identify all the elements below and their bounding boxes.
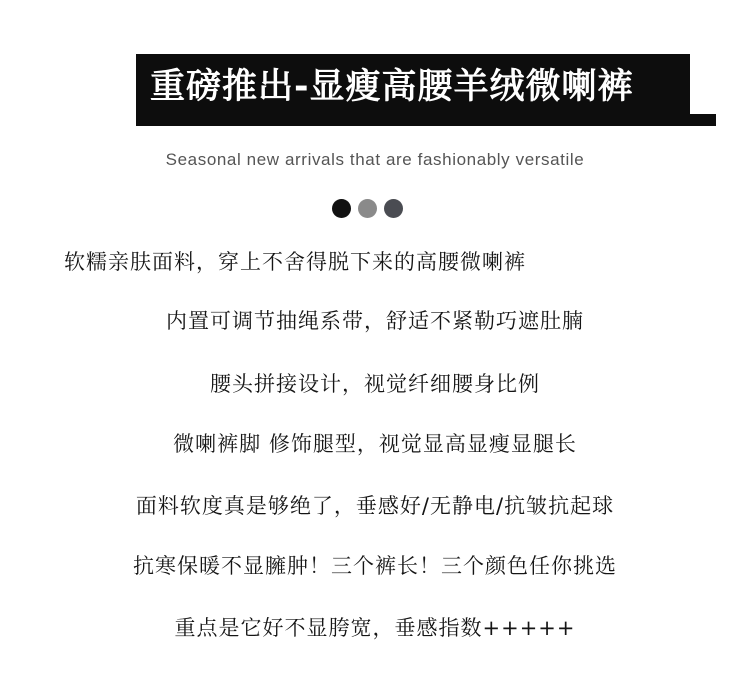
page-title: 重磅推出-显瘦高腰羊绒微喇裤 <box>150 67 634 107</box>
feature-line-4: 微喇裤脚 修饰腿型，视觉显高显瘦显腿长 <box>173 432 577 456</box>
page-subtitle: Seasonal new arrivals that are fashionably versatile <box>165 150 585 169</box>
color-dot-gray <box>358 199 377 218</box>
feature-line-1: 软糯亲肤面料，穿上不舍得脱下来的高腰微喇裤 <box>64 250 526 274</box>
feature-line-7: 重点是它好不显胯宽，垂感指数+++++ <box>174 616 576 640</box>
color-dots <box>332 199 403 218</box>
color-dot-black <box>332 199 351 218</box>
feature-line-2: 内置可调节抽绳系带，舒适不紧勒巧遮肚腩 <box>166 309 584 333</box>
color-dot-charcoal <box>384 199 403 218</box>
feature-line-3: 腰头拼接设计，视觉纤细腰身比例 <box>210 372 540 396</box>
feature-line-5: 面料软度真是够绝了，垂感好/无静电/抗皱抗起球 <box>135 494 615 518</box>
feature-line-6: 抗寒保暖不显臃肿！三个裤长！三个颜色任你挑选 <box>133 554 617 578</box>
